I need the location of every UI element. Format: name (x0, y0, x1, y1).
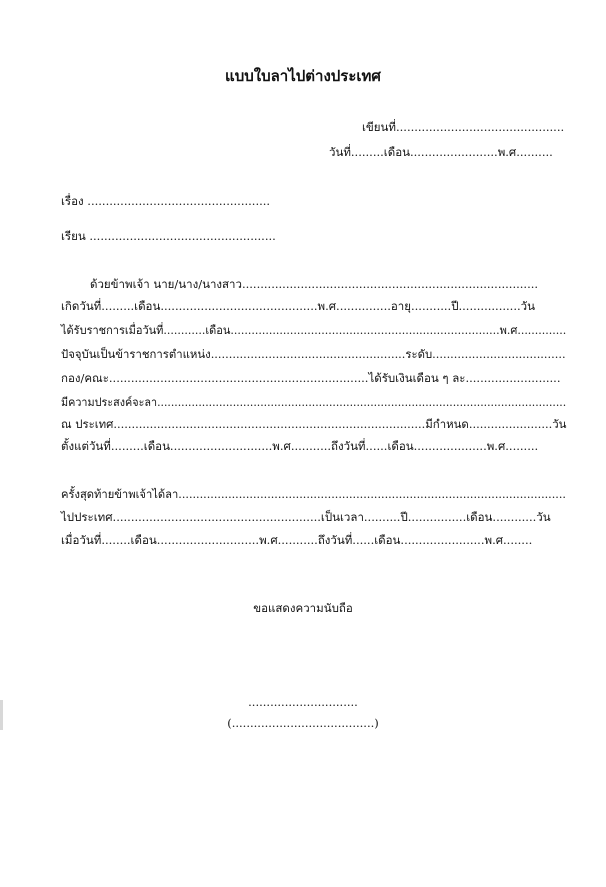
signature-name-line: (.......................................) (227, 716, 379, 730)
last-leave-country-line: ไปประเทศ.........................................................เป็นเวลา..........ปี................เดือน............วัน (61, 510, 551, 524)
closing-text: ขอแสดงความนับถือ (253, 601, 353, 615)
applicant-name-line: ด้วยข้าพเจ้า นาย/นาง/นางสาว................................................................................. (90, 277, 539, 291)
department-salary-line: กอง/คณะ.......................................................................ได้รับเงินเดือน ๆ ละ.......................... (61, 371, 561, 385)
date-line: วันที่.........เดือน........................พ.ศ.......... (329, 145, 553, 159)
leave-purpose-line: มีความประสงค์จะลา....................................................................................................................... (61, 395, 567, 409)
subject-line: เรื่อง .................................................. (61, 194, 271, 208)
service-start-line: ได้รับราชการเมื่อวันที่............เดือน.............................................................................พ.ศ.............. (61, 323, 567, 337)
last-leave-line: ครั้งสุดท้ายข้าพเจ้าได้ลา............................................................................................................. (61, 487, 566, 501)
destination-country-line: ณ ประเทศ......................................................................................มีกำหนด.......................วัน (61, 417, 567, 431)
last-leave-period-line: เมื่อวันที่........เดือน............................พ.ศ...........ถึงวันที่......เดือน.......................พ.ศ........ (61, 533, 533, 547)
form-title: แบบใบลาไปต่างประเทศ (225, 67, 381, 85)
birth-date-line: เกิดวันที่.........เดือน...........................................พ.ศ...............อายุ...........ปี.................วัน (61, 299, 535, 313)
position-line: ปัจจุบันเป็นข้าราชการตำแหน่ง......................................................ระดับ..................................... (61, 347, 566, 361)
leave-period-line: ตั้งแต่วันที่.........เดือน............................พ.ศ...........ถึงวันที่......เดือน....................พ.ศ......... (61, 439, 539, 453)
signature-line: .............................. (248, 695, 358, 709)
written-at-line: เขียนที่.............................................. (362, 120, 565, 134)
recipient-line: เรียน ................................................... (61, 229, 276, 243)
